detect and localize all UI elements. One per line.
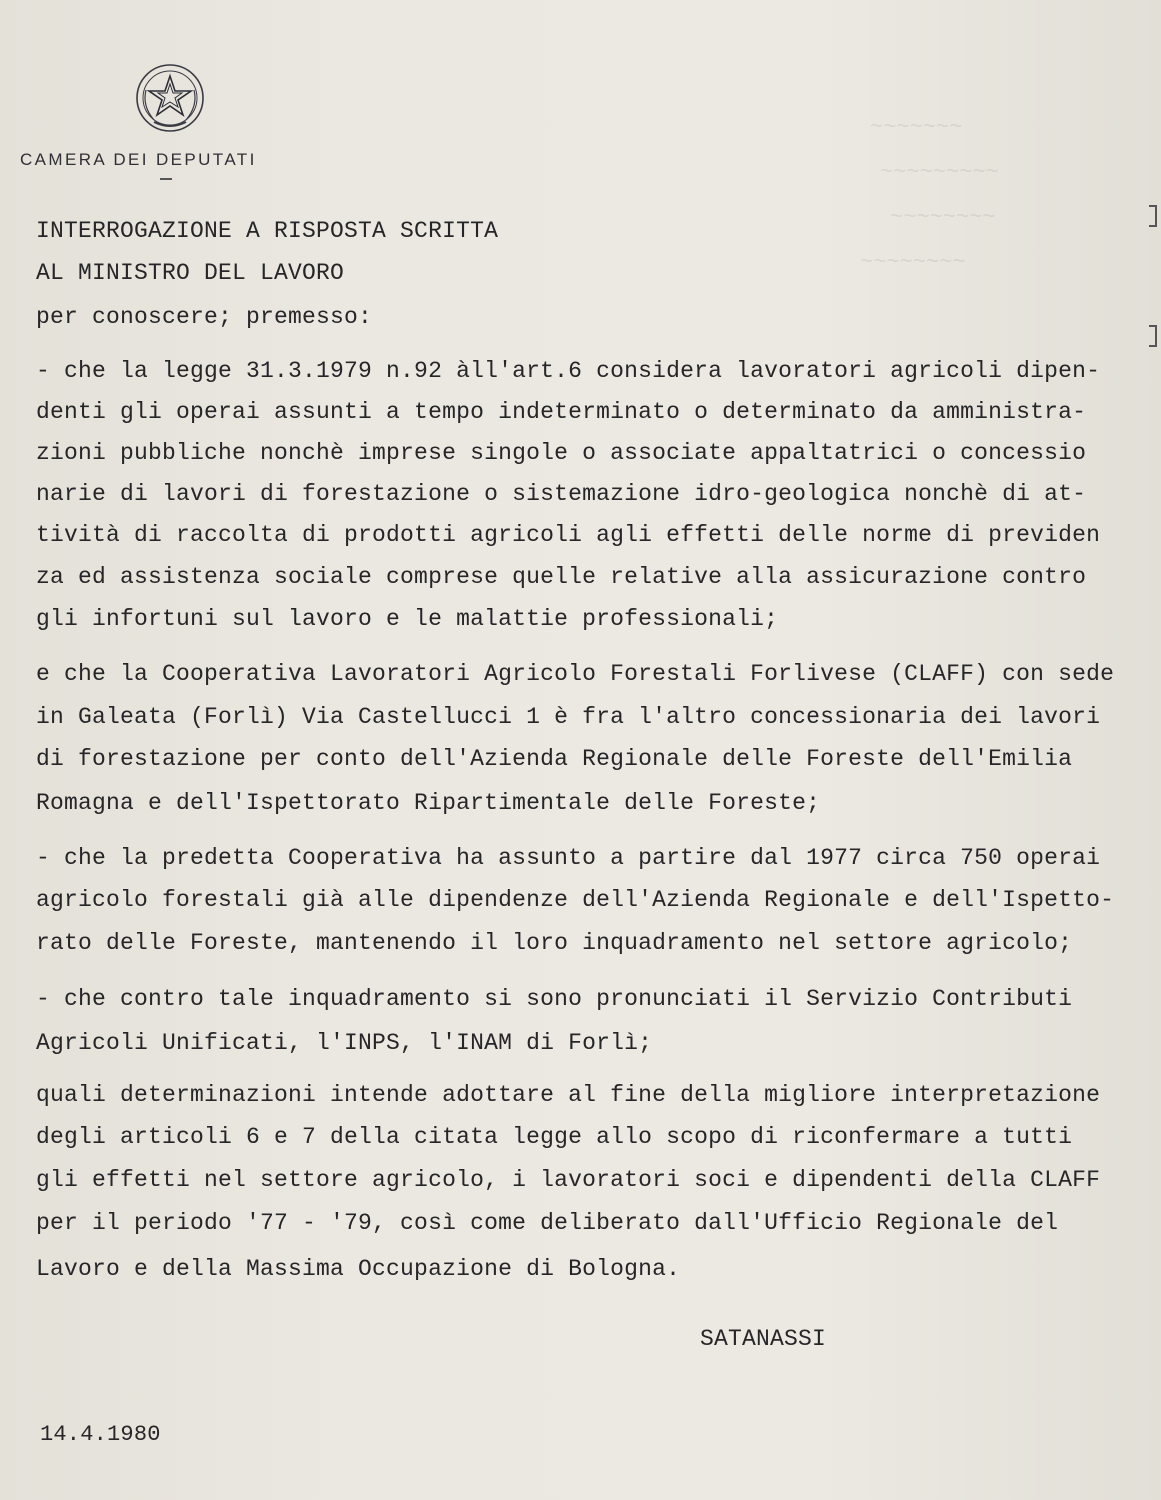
- show-through-mark: ~~~~~~~~~: [880, 160, 999, 185]
- document-recipient: AL MINISTRO DEL LAVORO: [36, 260, 345, 286]
- document-title: INTERROGAZIONE A RISPOSTA SCRITTA: [36, 218, 499, 244]
- document-line: quali determinazioni intende adottare al fine della migliore interpretazione: [36, 1082, 1101, 1108]
- document-line: in Galeata (Forlì) Via Castellucci 1 è fra l'altro concessionaria dei lavori: [36, 704, 1101, 730]
- document-line: - che la legge 31.3.1979 n.92 àll'art.6 considera lavoratori agricoli dipen-: [36, 358, 1101, 384]
- document-line: zioni pubbliche nonchè imprese singole o associate appaltatrici o concessio: [36, 440, 1087, 466]
- show-through-mark: ~~~~~~~~: [860, 250, 966, 275]
- document-line: rato delle Foreste, mantenendo il loro inquadramento nel settore agricolo;: [36, 930, 1073, 956]
- document-line: gli infortuni sul lavoro e le malattie professionali;: [36, 606, 779, 632]
- document-line: degli articoli 6 e 7 della citata legge allo scopo di riconfermare a tutti: [36, 1124, 1073, 1150]
- page-edge-mark: [1149, 205, 1157, 227]
- document-line: per il periodo '77 - '79, così come deliberato dall'Ufficio Regionale del: [36, 1210, 1059, 1236]
- document-line: gli effetti nel settore agricolo, i lavoratori soci e dipendenti della CLAFF: [36, 1167, 1101, 1193]
- signature: SATANASSI: [700, 1326, 827, 1352]
- document-date: 14.4.1980: [40, 1422, 161, 1447]
- document-line: - che la predetta Cooperativa ha assunto a partire dal 1977 circa 750 operai: [36, 845, 1101, 871]
- document-line: za ed assistenza sociale comprese quelle relative alla assicurazione contro: [36, 564, 1087, 590]
- document-line: per conoscere; premesso:: [36, 304, 373, 330]
- document-line: narie di lavori di forestazione o sistemazione idro-geologica nonchè di at-: [36, 481, 1087, 507]
- document-line: e che la Cooperativa Lavoratori Agricolo Forestali Forlivese (CLAFF) con sede: [36, 661, 1115, 687]
- document-line: di forestazione per conto dell'Azienda Regionale delle Foreste dell'Emilia: [36, 746, 1073, 772]
- document-line: Romagna e dell'Ispettorato Ripartimentale delle Foreste;: [36, 790, 821, 816]
- show-through-mark: ~~~~~~~~: [890, 205, 996, 230]
- show-through-mark: ~~~~~~~: [870, 115, 963, 140]
- institution-dash: [160, 178, 172, 180]
- document-line: denti gli operai assunti a tempo indeterminato o determinato da amministra-: [36, 399, 1087, 425]
- document-line: Agricoli Unificati, l'INPS, l'INAM di Forlì;: [36, 1030, 653, 1056]
- institution-name: CAMERA DEI DEPUTATI: [20, 150, 257, 169]
- document-line: agricolo forestali già alle dipendenze dell'Azienda Regionale e dell'Ispetto-: [36, 887, 1115, 913]
- document-line: tività di raccolta di prodotti agricoli agli effetti delle norme di previden: [36, 522, 1101, 548]
- document-line: - che contro tale inquadramento si sono pronunciati il Servizio Contributi: [36, 986, 1073, 1012]
- page-edge-mark: [1149, 325, 1157, 347]
- document-line: Lavoro e della Massima Occupazione di Bologna.: [36, 1256, 681, 1282]
- italian-republic-emblem-icon: [132, 60, 208, 136]
